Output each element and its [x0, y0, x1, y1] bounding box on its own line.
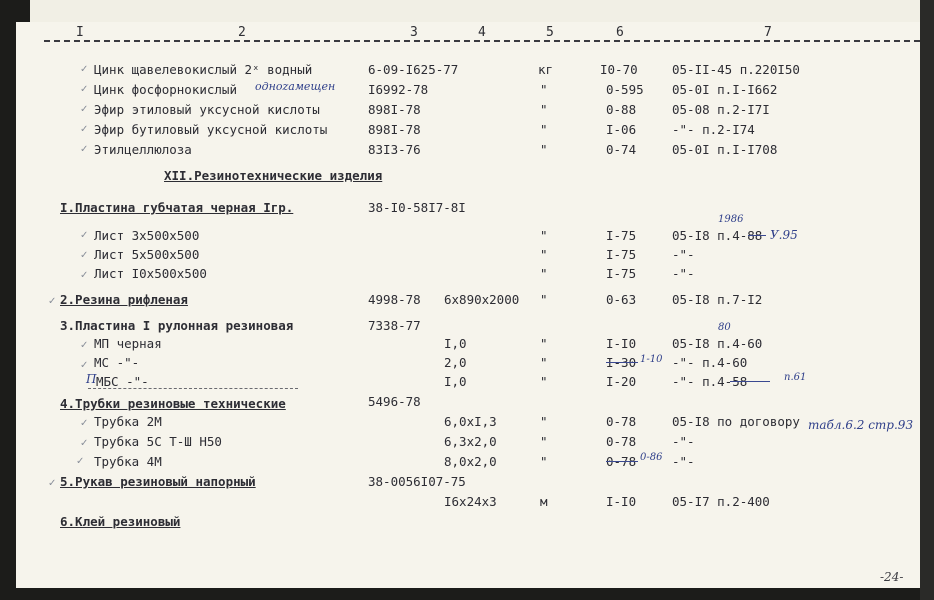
item-name: Лист I0x500x500 [94, 266, 207, 281]
item-reference: -"- [672, 454, 695, 469]
item-reference: -"- [672, 247, 695, 262]
item-standard: 898I-78 [368, 122, 421, 137]
item-price: I-75 [606, 228, 637, 243]
handwritten-note: 80 [718, 322, 731, 333]
header-dashed-rule [44, 40, 920, 42]
item-name: Цинк фосфорнокислый [94, 82, 237, 97]
tick-mark: ✓ [80, 418, 89, 429]
item-unit: " [540, 266, 548, 281]
item-size: I,0 [444, 374, 467, 389]
item-reference: 05-I8 п.4-88 [672, 228, 763, 243]
column-number-6: 6 [616, 25, 624, 40]
tick-mark: ✓ [80, 270, 89, 281]
item-reference: 05-0I п.I-I662 [672, 82, 778, 97]
item-name: Трубка 5С Т-Ш Н50 [94, 434, 222, 449]
item-reference: -"- п.4-58 [672, 374, 748, 389]
item-size: 8,0x2,0 [444, 454, 497, 469]
item-standard: I6992-78 [368, 82, 429, 97]
tick-mark: ✓ [80, 438, 89, 449]
item-price: I-20 [606, 374, 637, 389]
item-name: МБС -"- [96, 374, 149, 389]
item-name: Эфир этиловый уксусной кислоты [94, 102, 320, 117]
handwritten-note: П [86, 372, 97, 386]
item-price: I0-70 [600, 62, 638, 77]
tick-mark: ✓ [80, 144, 89, 155]
item-size: I6x24x3 [444, 494, 497, 509]
item-price: 0-88 [606, 102, 637, 117]
item-price: I-I0 [606, 336, 637, 351]
item-reference: 05-I7 п.2-400 [672, 494, 770, 509]
tick-mark: ✓ [80, 230, 89, 241]
item-unit: " [540, 374, 548, 389]
item-price: 0-78 [606, 434, 637, 449]
tick-mark: ✓ [80, 64, 89, 75]
item-price: I-06 [606, 122, 637, 137]
tick-mark: ✓ [76, 456, 85, 467]
item-unit: " [540, 82, 548, 97]
item-unit: " [540, 102, 548, 117]
column-number-3: 3 [410, 25, 418, 40]
tick-mark: ✓ [80, 84, 89, 95]
group-heading: 4.Трубки резиновые технические [60, 396, 286, 411]
item-reference: -"- [672, 266, 695, 281]
item-price: I-30 [606, 355, 637, 370]
item-size: I,0 [444, 336, 467, 351]
handwritten-note: У.95 [770, 228, 798, 242]
column-number-4: 4 [478, 25, 486, 40]
page-number: -24- [880, 570, 904, 584]
column-number-1: I [76, 25, 84, 40]
section-title: XII.Резинотехнические изделия [164, 168, 383, 183]
item-standard: 898I-78 [368, 102, 421, 117]
group-heading: I.Пластина губчатая черная Iгр. [60, 200, 294, 215]
item-name: МС -"- [94, 355, 140, 370]
strikethrough [748, 235, 766, 236]
item-size: 6,0xI,3 [444, 414, 497, 429]
tick-mark: ✓ [80, 104, 89, 115]
tick-mark: ✓ [80, 360, 89, 371]
item-price: 0-63 [606, 292, 637, 307]
strikethrough [730, 381, 770, 382]
item-size: 6x890x2000 [444, 292, 520, 307]
item-price: 0-78 [606, 414, 637, 429]
item-unit: " [540, 292, 548, 307]
item-unit: кг [538, 62, 554, 77]
item-unit: " [540, 228, 548, 243]
item-unit: м [540, 494, 548, 509]
item-price: 0-78 [606, 454, 637, 469]
group-heading: 5.Рукав резиновый напорный [60, 474, 256, 489]
item-unit: " [540, 434, 548, 449]
item-standard: 38-0056I07-75 [368, 474, 466, 489]
item-unit: " [540, 247, 548, 262]
handwritten-note: 1-10 [640, 354, 663, 365]
column-number-5: 5 [546, 25, 554, 40]
item-price: I-75 [606, 247, 637, 262]
group-heading: 3.Пластина I рулонная резиновая [60, 318, 294, 333]
strikethrough [606, 362, 638, 363]
handwritten-note: одноzамещен [255, 80, 336, 93]
item-name: Трубка 2М [94, 414, 162, 429]
item-unit: " [540, 142, 548, 157]
item-reference: 05-I8 п.4-60 [672, 336, 763, 351]
tick-mark: ✓ [48, 296, 57, 307]
tick-mark: ✓ [80, 250, 89, 261]
tick-mark: ✓ [80, 340, 89, 351]
item-name: МП черная [94, 336, 162, 351]
column-number-2: 2 [238, 25, 246, 40]
group-heading: 2.Резина рифленая [60, 292, 188, 307]
item-reference: 05-I8 по договору [672, 414, 800, 429]
item-size: 6,3x2,0 [444, 434, 497, 449]
item-name: Трубка 4М [94, 454, 162, 469]
item-price: 0-595 [606, 82, 644, 97]
item-reference: 05-08 п.2-I7I [672, 102, 770, 117]
item-price: I-75 [606, 266, 637, 281]
item-name: Эфир бутиловый уксусной кислоты [94, 122, 328, 137]
item-unit: " [540, 122, 548, 137]
item-name: Лист 3x500x500 [94, 228, 200, 243]
item-size: 2,0 [444, 355, 467, 370]
item-unit: " [540, 454, 548, 469]
handwritten-note: табл.6.2 стр.93 [808, 418, 914, 432]
item-standard: 6-09-I625-77 [368, 62, 459, 77]
item-name: Цинк щавелевокислый 2ˣ водный [94, 62, 313, 77]
scan-border [920, 0, 934, 600]
item-standard: 7338-77 [368, 318, 421, 333]
item-reference: 05-II-45 п.220I50 [672, 62, 800, 77]
handwritten-note: п.61 [784, 372, 807, 383]
item-reference: -"- п.4-60 [672, 355, 748, 370]
item-standard: 83I3-76 [368, 142, 421, 157]
item-unit: " [540, 336, 548, 351]
item-price: I-I0 [606, 494, 637, 509]
item-reference: 05-0I п.I-I708 [672, 142, 778, 157]
item-reference: 05-I8 п.7-I2 [672, 292, 763, 307]
item-reference: -"- п.2-I74 [672, 122, 755, 137]
item-standard: 5496-78 [368, 394, 421, 409]
tick-mark: ✓ [80, 124, 89, 135]
dotted-rule [88, 388, 298, 389]
item-price: 0-74 [606, 142, 637, 157]
item-name: Этилцеллюлоза [94, 142, 192, 157]
column-number-7: 7 [764, 25, 772, 40]
handwritten-note: 0-86 [640, 452, 663, 463]
handwritten-note: 1986 [718, 214, 744, 225]
strikethrough [606, 461, 638, 462]
item-standard: 38-I0-58I7-8I [368, 200, 466, 215]
group-heading: 6.Клей резиновый [60, 514, 181, 529]
item-reference: -"- [672, 434, 695, 449]
item-name: Лист 5x500x500 [94, 247, 200, 262]
item-unit: " [540, 355, 548, 370]
item-unit: " [540, 414, 548, 429]
item-standard: 4998-78 [368, 292, 421, 307]
tick-mark: ✓ [48, 478, 57, 489]
